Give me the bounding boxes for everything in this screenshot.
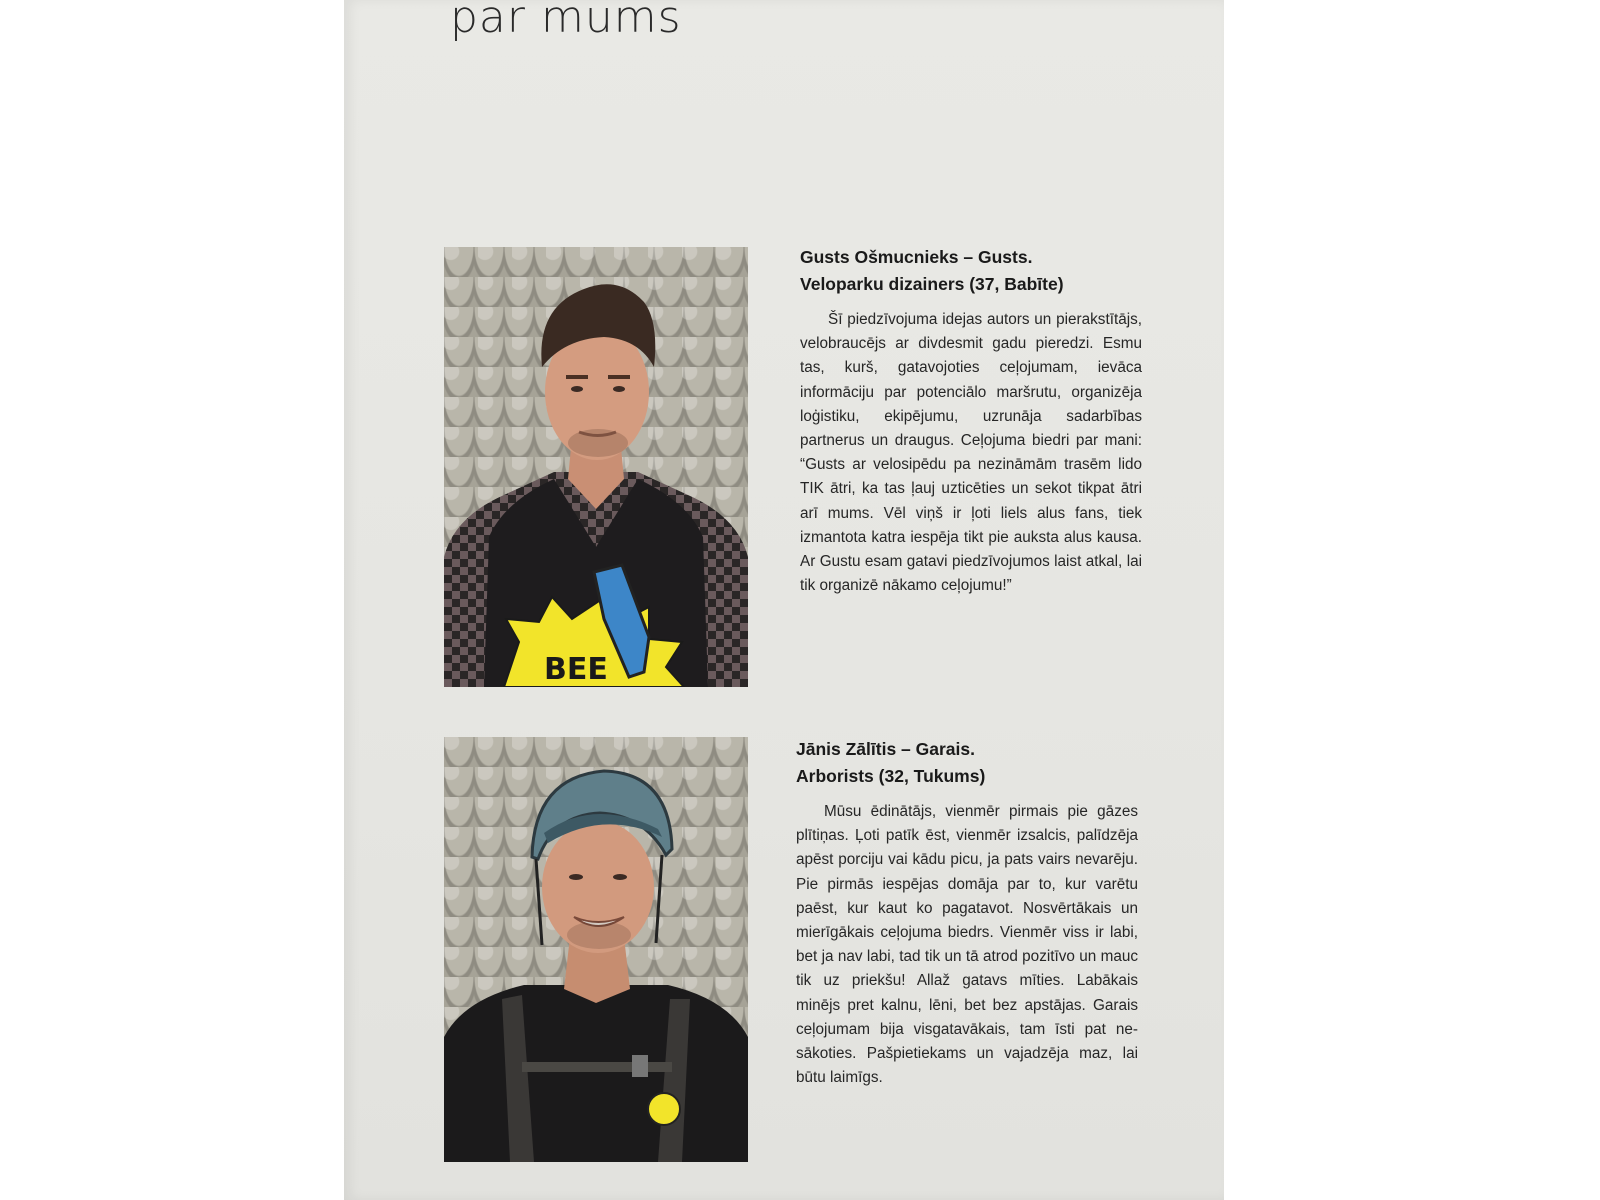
shirt-text: BEE xyxy=(544,652,608,687)
portrait-photo-icon xyxy=(444,247,748,687)
member-2-name: Jānis Zālītis – Garais. xyxy=(796,739,975,759)
member-2-role: Arborists (32, Tukums) xyxy=(796,766,986,786)
page-title: par mums xyxy=(450,0,682,43)
member-2-photo xyxy=(444,737,748,1162)
member-1-bio xyxy=(800,244,1142,598)
member-1-role: Veloparku dizainers (37, Babīte) xyxy=(800,274,1064,294)
portrait-photo-icon xyxy=(444,737,748,1162)
member-1-bio-text: Šī piedzīvojuma idejas autors un pierakstītājs, velobraucējs ar divdesmit gadu pieredzi. Esmu tas, kurš, gatavojoties ceļojumam, ievāca informāciju par potenciālo maršrutu, organizēja loģistiku, ekipējumu, uzrunāja sadarbības partnerus un draugus. Ceļojuma biedri par mani: “Gusts ar velosipēdu pa nezināmām trasēm lido TIK ātri, ka tas ļauj uzticēties un sekot tikpat ātri arī mums. Vēl viņš ir ļoti liels alus fans, tiek izmantota katra iespēja tikt pie auksta alus kausa. Ar Gustu esam gatavi piedzīvojumos laist atkal, lai tik organizē nākamo ceļojumu!” xyxy=(800,311,1142,595)
member-2-bio xyxy=(796,736,1138,1090)
member-1-name: Gusts Ošmucnieks – Gusts. xyxy=(800,247,1033,267)
magazine-page xyxy=(344,0,1224,1200)
member-1-photo xyxy=(444,247,748,687)
member-2-bio-text: Mūsu ēdinātājs, vienmēr pirmais pie gāzes plītiņas. Ļoti patīk ēst, vienmēr izsalcis, palīdzēja apēst porciju vai kādu picu, ja pats vairs nevarēju. Pie pirmās iespējas domāja par to, kur varētu paēst, kur kaut ko pagatavot. Nosvērtākais un mierīgākais ceļojuma biedrs. Vienmēr viss ir labi, bet ja nav labi, tad tik un tā atrod pozitīvo un mauc tik uz priekšu! Allaž gatavs mīties. Labākais minējs pret kalnu, lēni, bet bez apstājas. Garais ceļojumam bija visgatavākais, tam īsti pat nesākoties. Pašpietiekams un vajadzēja maz, lai būtu laimīgs. xyxy=(796,803,1138,1087)
